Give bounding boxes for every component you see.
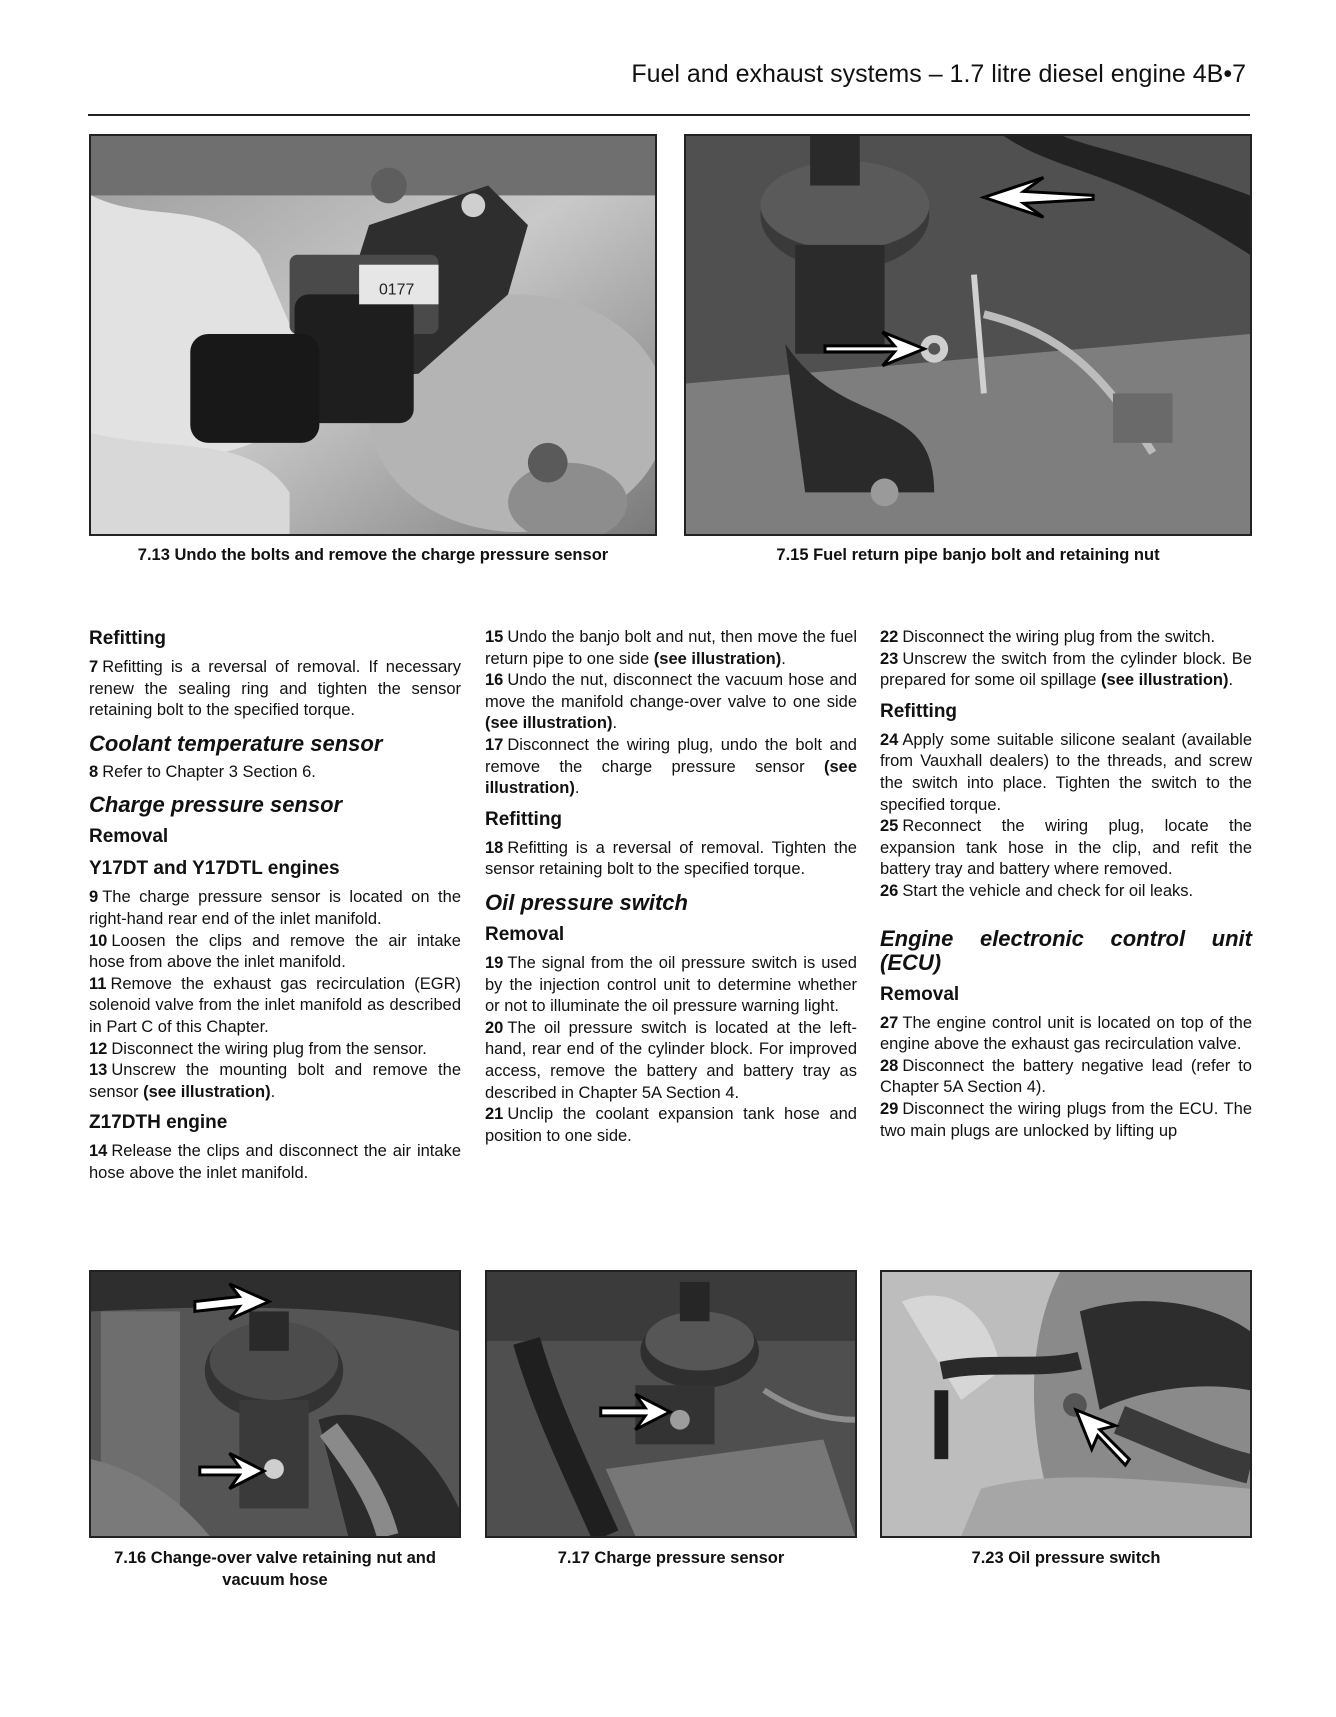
paragraph-12: 12 Disconnect the wiring plug from the sensor. [89, 1039, 427, 1058]
paragraph-10: 10 Loosen the clips and remove the air intake hose from above the inlet manifold. [89, 931, 461, 972]
heading-refitting: Refitting [89, 628, 167, 649]
paragraph-8: 8 Refer to Chapter 3 Section 6. [89, 762, 316, 781]
paragraph-23: 23 Unscrew the switch from the cylinder block. Be prepared for some oil spillage (see illustration). [880, 649, 1252, 690]
paragraph-27: 27 The engine control unit is located on top of the engine above the exhaust gas recirculation valve. [880, 1013, 1252, 1054]
page-title: Fuel and exhaust systems – 1.7 litre diesel engine 4B•7 [631, 60, 1246, 88]
paragraph-13: 13 Unscrew the mounting bolt and remove the sensor (see illustration). [89, 1061, 461, 1101]
paragraph-9: 9 The charge pressure sensor is located on the right-hand rear end of the inlet manifold. [89, 888, 461, 928]
paragraph-28: 28 Disconnect the battery negative lead (refer to Chapter 5A Section 4). [880, 1056, 1252, 1097]
paragraph-11: 11 Remove the exhaust gas recirculation (EGR) solenoid valve from the inlet manifold as described in Part C of this Chapter. [89, 974, 461, 1036]
caption-7-17: 7.17 Charge pressure sensor [557, 1549, 785, 1567]
paragraph-19: 19 The signal from the oil pressure switch is used by the injection control unit to determine whether or not to illuminate the oil pressure warning light. [485, 953, 857, 1016]
paragraph-29: 29 Disconnect the wiring plugs from the ECU. The two main plugs are unlocked by lifting up [880, 1099, 1252, 1140]
column-1 [89, 627, 461, 1185]
caption-7-23: 7.23 Oil pressure switch [971, 1549, 1161, 1567]
heading-refitting: Refitting [485, 808, 563, 830]
heading-removal: Removal [880, 983, 960, 1005]
photo-7-13 [89, 134, 657, 536]
photo-7-17 [485, 1270, 857, 1538]
see-illustration-ref: (see illustration) [653, 649, 782, 668]
paragraph-26: 26 Start the vehicle and check for oil leaks. [880, 881, 1194, 900]
caption-7-13: 7.13 Undo the bolts and remove the charge pressure sensor [137, 546, 609, 564]
paragraph-18: 18 Refitting is a reversal of removal. Tighten the sensor retaining bolt to the specified torque. [485, 838, 857, 879]
heading-charge-pressure-sensor: Charge pressure sensor [89, 792, 343, 818]
see-illustration-ref: (see illustration) [485, 714, 613, 733]
heading-oil-pressure-switch: Oil pressure switch [485, 889, 688, 915]
paragraph-20: 20 The oil pressure switch is located at the left-hand, rear end of the cylinder block. For improved access, remove the battery and battery tray as described in Chapter 5A Section 4. [485, 1018, 857, 1102]
heading-z17dth-engine: Z17DTH engine [89, 1112, 228, 1134]
see-illustration-ref: (see illustration) [485, 757, 857, 798]
photo-7-15 [684, 134, 1252, 536]
see-illustration-ref: (see illustration) [1101, 671, 1229, 690]
paragraph-7: 7 Refitting is a reversal of removal. If necessary renew the sealing ring and tighten the sensor retaining bolt to the specified torque. [89, 658, 461, 720]
heading-refitting: Refitting [880, 700, 958, 722]
page-header [88, 58, 1250, 116]
paragraph-17: 17 Disconnect the wiring plug, undo the bolt and remove the charge pressure sensor (see illustration). [485, 735, 857, 798]
see-illustration-ref: (see illustration) [143, 1082, 271, 1101]
heading-coolant-temperature-sensor: Coolant temperature sensor [89, 730, 383, 756]
paragraph-25: 25 Reconnect the wiring plug, locate the expansion tank hose in the clip, and refit the battery tray and battery where removed. [880, 817, 1252, 879]
paragraph-22: 22 Disconnect the wiring plug from the switch. [880, 628, 1216, 646]
photo-7-23 [880, 1270, 1252, 1538]
heading-removal: Removal [485, 923, 565, 945]
paragraph-15: 15 Undo the banjo bolt and nut, then move the fuel return pipe to one side (see illustration). [485, 628, 857, 668]
photo-7-16 [89, 1270, 461, 1538]
paragraph-16: 16 Undo the nut, disconnect the vacuum hose and move the manifold change-over valve to one side (see illustration). [485, 671, 857, 733]
column-3 [880, 627, 1252, 1142]
column-2 [485, 627, 857, 1147]
paragraph-24: 24 Apply some suitable silicone sealant (available from Vauxhall dealers) to the threads, and screw the switch into place. Tighten the switch to the specified torque. [880, 730, 1252, 814]
caption-7-15: 7.15 Fuel return pipe banjo bolt and retaining nut [776, 546, 1160, 564]
sensor-label-text: 0177 [378, 281, 415, 299]
paragraph-14: 14 Release the clips and disconnect the air intake hose above the inlet manifold. [89, 1142, 461, 1182]
heading-removal: Removal [89, 826, 169, 848]
paragraph-21: 21 Unclip the coolant expansion tank hose and position to one side. [485, 1105, 857, 1145]
heading-y17dt-engines: Y17DT and Y17DTL engines [89, 858, 340, 880]
caption-7-16: 7.16 Change-over valve retaining nut and vacuum hose [114, 1549, 436, 1589]
heading-engine-ecu: Engine electronic control unit (ECU) [880, 925, 1252, 975]
